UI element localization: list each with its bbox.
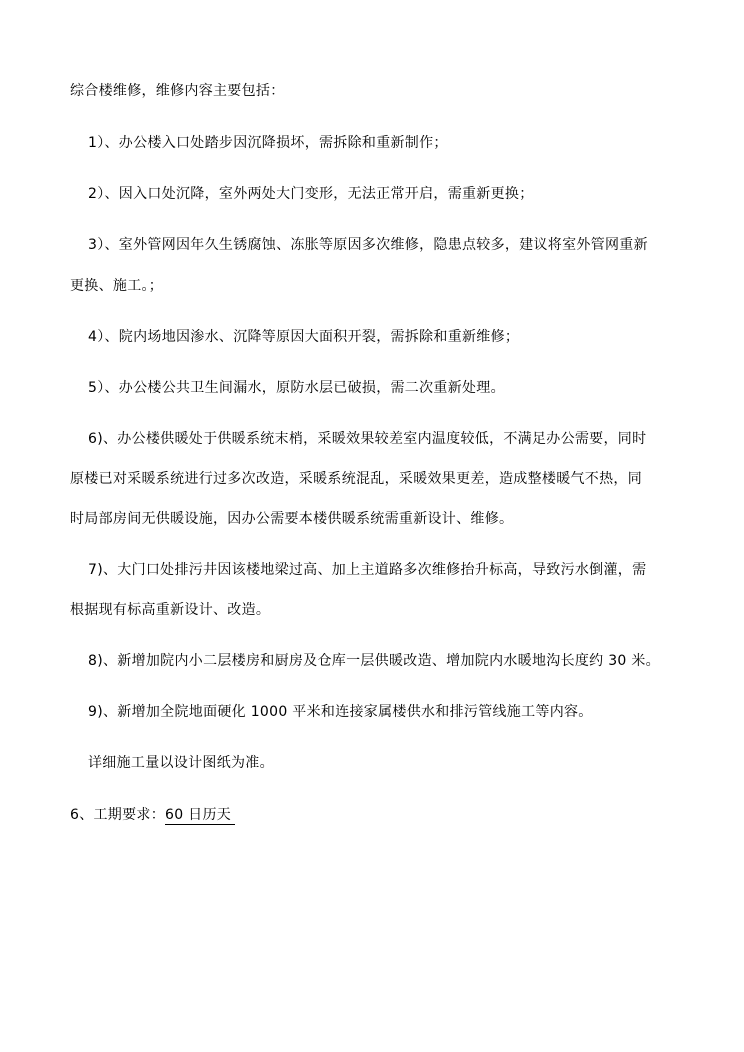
note-text: 详细施工量以设计图纸为准。 (88, 755, 274, 771)
list-item-7: 7)、大门口处排污井因该楼地梁过高、加上主道路多次维修抬升标高，导致污水倒灌，需 (88, 562, 647, 578)
list-item-6-cont-1: 原楼已对采暖系统进行过多次改造，采暖系统混乱，采暖效果更差，造成整楼暖气不热，同 (70, 471, 642, 487)
list-item-8: 8)、新增加院内小二层楼房和厨房及仓库一层供暖改造、增加院内水暖地沟长度约 30 米。 (88, 653, 660, 669)
period-value: 60 日历天 (165, 806, 235, 825)
list-item-2: 2）、因入口处沉降，室外两处大门变形，无法正常开启，需重新更换； (88, 186, 534, 202)
period-label: 6、工期要求： (70, 807, 166, 823)
list-item-6: 6)、办公楼供暖处于供暖系统末梢，采暖效果较差室内温度较低，不满足办公需要，同时 (88, 431, 647, 447)
list-item-3: 3）、室外管网因年久生锈腐蚀、冻胀等原因多次维修，隐患点较多，建议将室外管网重新 (88, 237, 648, 253)
list-item-9: 9)、新增加全院地面硬化 1000 平米和连接家属楼供水和排污管线施工等内容。 (88, 704, 593, 720)
period-requirement (70, 806, 235, 825)
list-item-6-cont-2: 时局部房间无供暖设施，因办公需要本楼供暖系统需重新设计、维修。 (70, 511, 514, 527)
list-item-5: 5）、办公楼公共卫生间漏水，原防水层已破损，需二次重新处理。 (88, 380, 505, 396)
list-item-4: 4）、院内场地因渗水、沉降等原因大面积开裂，需拆除和重新维修； (88, 329, 520, 345)
intro-text: 综合楼维修，维修内容主要包括： (70, 83, 285, 99)
list-item-7-cont: 根据现有标高重新设计、改造。 (70, 602, 271, 618)
list-item-3-cont: 更换、施工。； (70, 278, 164, 294)
list-item-1: 1）、办公楼入口处踏步因沉降损坏，需拆除和重新制作； (88, 135, 448, 151)
